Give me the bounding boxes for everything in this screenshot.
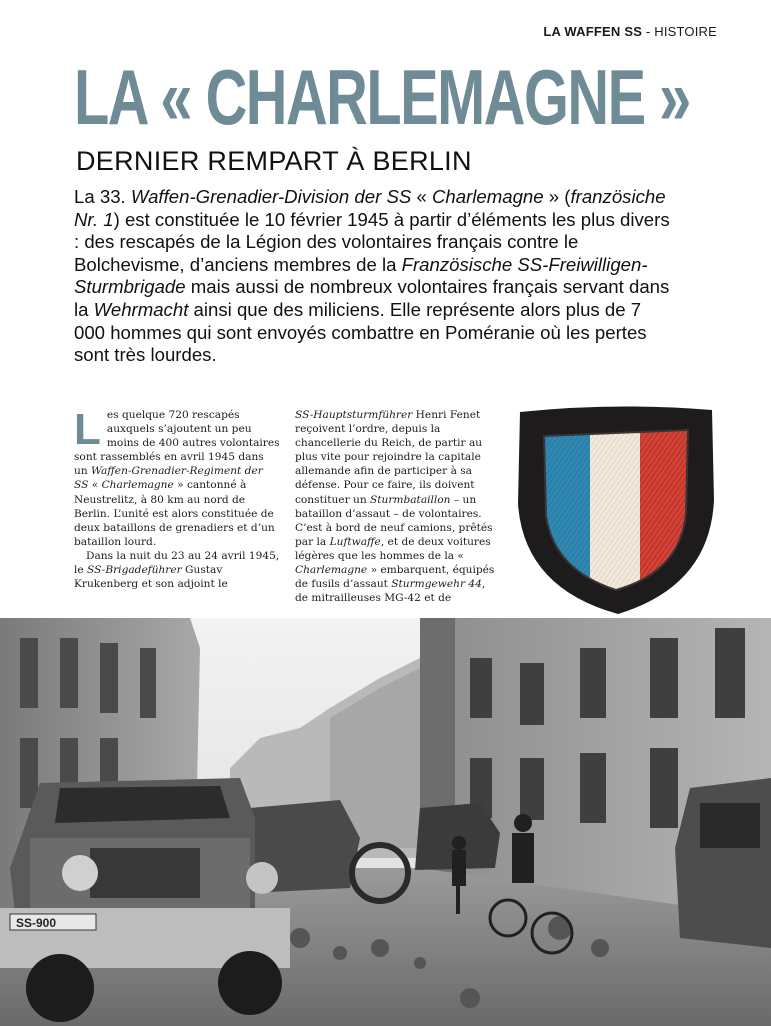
article-subtitle: DERNIER REMPART À BERLIN: [76, 146, 472, 176]
running-header-category: HISTOIRE: [654, 24, 717, 39]
running-header-section: LA WAFFEN SS: [543, 24, 643, 39]
drop-cap: L: [74, 405, 101, 454]
running-header-separator: -: [642, 24, 655, 39]
body-column-1: [74, 405, 280, 591]
berlin-ruins-photo: [0, 618, 771, 1026]
running-header: [543, 24, 717, 39]
body-paragraph-2: Dans la nuit du 23 au 24 avril 1945, le SS-Brigadeführer Gustav Krukenberg et son adjoint le: [74, 549, 280, 591]
french-tricolor-shield-patch: [514, 404, 718, 616]
body-paragraph-2-continued: SS-Hauptsturmführer Henri Fenet reçoivent l’ordre, depuis la chancellerie du Reich, de partir au plus vite pour rejoindre la capitale allemande afin de participer à sa défense. Pour ce faire, ils doivent constituer un Sturmbataillon – un bataillon d’assaut – de volontaires. C’est à bord de neuf camions, prêtés par la Luftwaffe, et de deux voitures légères que les hommes de la « Charlemagne » embarquent, équipés de fusils d’assaut Sturmgewehr 44, de mitrailleuses MG-42 et de: [295, 409, 495, 605]
body-column-2: [295, 408, 501, 605]
patch-white-band: [590, 424, 640, 604]
body-paragraph-1: Les quelque 720 rescapés auxquels s’ajoutent un peu moins de 400 autres volontaires sont rassemblés en avril 1945 dans un Waffen-Grenadier-Regiment der SS « Charlemagne » cantonné à Neustrelitz, à 80 km au nord de Berlin. L’unité est alors constituée de deux bataillons de grenadiers et d’un bataillon lourd.: [74, 405, 280, 548]
article-title: LA « CHARLEMAGNE »: [74, 53, 690, 141]
article-intro: La 33. Waffen-Grenadier-Division der SS « Charlemagne » (französiche Nr. 1) est constituée le 10 février 1945 à partir d’éléments les plus divers : des rescapés de la Légion des volontaires français contre le Bolchevisme, d’anciens membres de la Französische SS-Freiwilligen-Sturmbrigade mais aussi de nombreux volontaires français servant dans la Wehrmacht ainsi que des miliciens. Elle représente alors plus de 7 000 hommes qui sont envoyés combattre en Poméranie où les pertes sont très lourdes.: [74, 186, 670, 366]
truck-plate-text: SS-900: [16, 916, 57, 930]
